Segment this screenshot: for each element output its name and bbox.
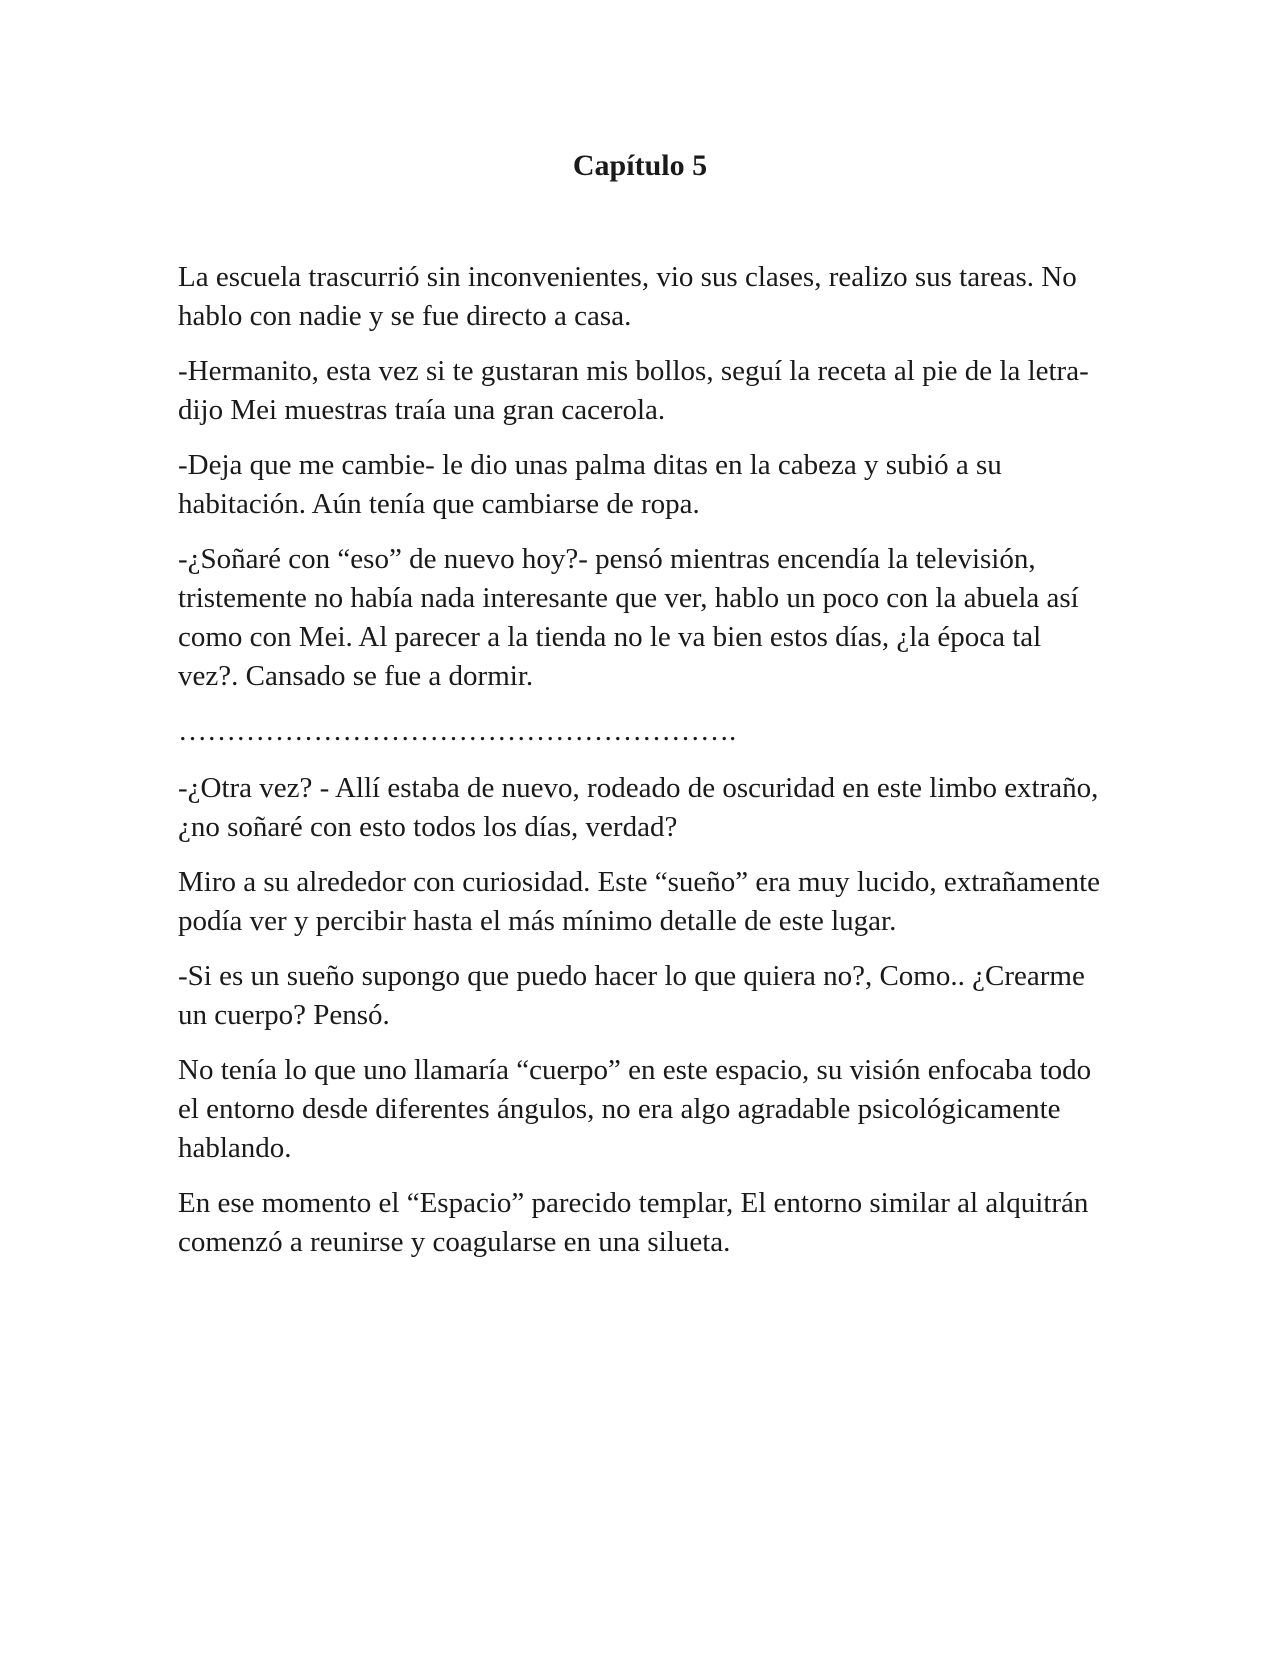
paragraph: -Hermanito, esta vez si te gustaran mis bollos, seguí la receta al pie de la letra- dijo Mei muestras traía una gran cacerola.	[178, 355, 1089, 426]
paragraph: No tenía lo que uno llamaría “cuerpo” en este espacio, su visión enfocaba todo el entorno desde diferentes ángulos, no era algo agradable psicológicamente hablando.	[178, 1054, 1092, 1164]
paragraph: -¿Soñaré con “eso” de nuevo hoy?- pensó mientras encendía la televisión, tristemente no había nada interesante que ver, hablo un poco con la abuela así como con Mei. Al parecer a la tienda no le va bien estos días, ¿la época tal vez?. Cansado se fue a dormir.	[178, 543, 1079, 692]
scene-separator: ………………………………………………….	[178, 715, 737, 747]
paragraph: Miro a su alrededor con curiosidad. Este “sueño” era muy lucido, extrañamente podía ver y percibir hasta el más mínimo detalle de este lugar.	[178, 866, 1101, 937]
paragraph: -Si es un sueño supongo que puedo hacer lo que quiera no?, Como.. ¿Crearme un cuerpo? Pensó.	[178, 960, 1085, 1031]
chapter-body	[178, 258, 1108, 1278]
paragraph: -¿Otra vez? - Allí estaba de nuevo, rodeado de oscuridad en este limbo extraño, ¿no soñaré con esto todos los días, verdad?	[178, 772, 1099, 843]
paragraph: La escuela trascurrió sin inconvenientes, vio sus clases, realizo sus tareas. No hablo con nadie y se fue directo a casa.	[178, 261, 1077, 332]
paragraph: -Deja que me cambie- le dio unas palma ditas en la cabeza y subió a su habitación. Aún tenía que cambiarse de ropa.	[178, 449, 1002, 520]
chapter-title: Capítulo 5	[572, 149, 708, 182]
paragraph: En ese momento el “Espacio” parecido templar, El entorno similar al alquitrán comenzó a reunirse y coagularse en una silueta.	[178, 1187, 1089, 1258]
